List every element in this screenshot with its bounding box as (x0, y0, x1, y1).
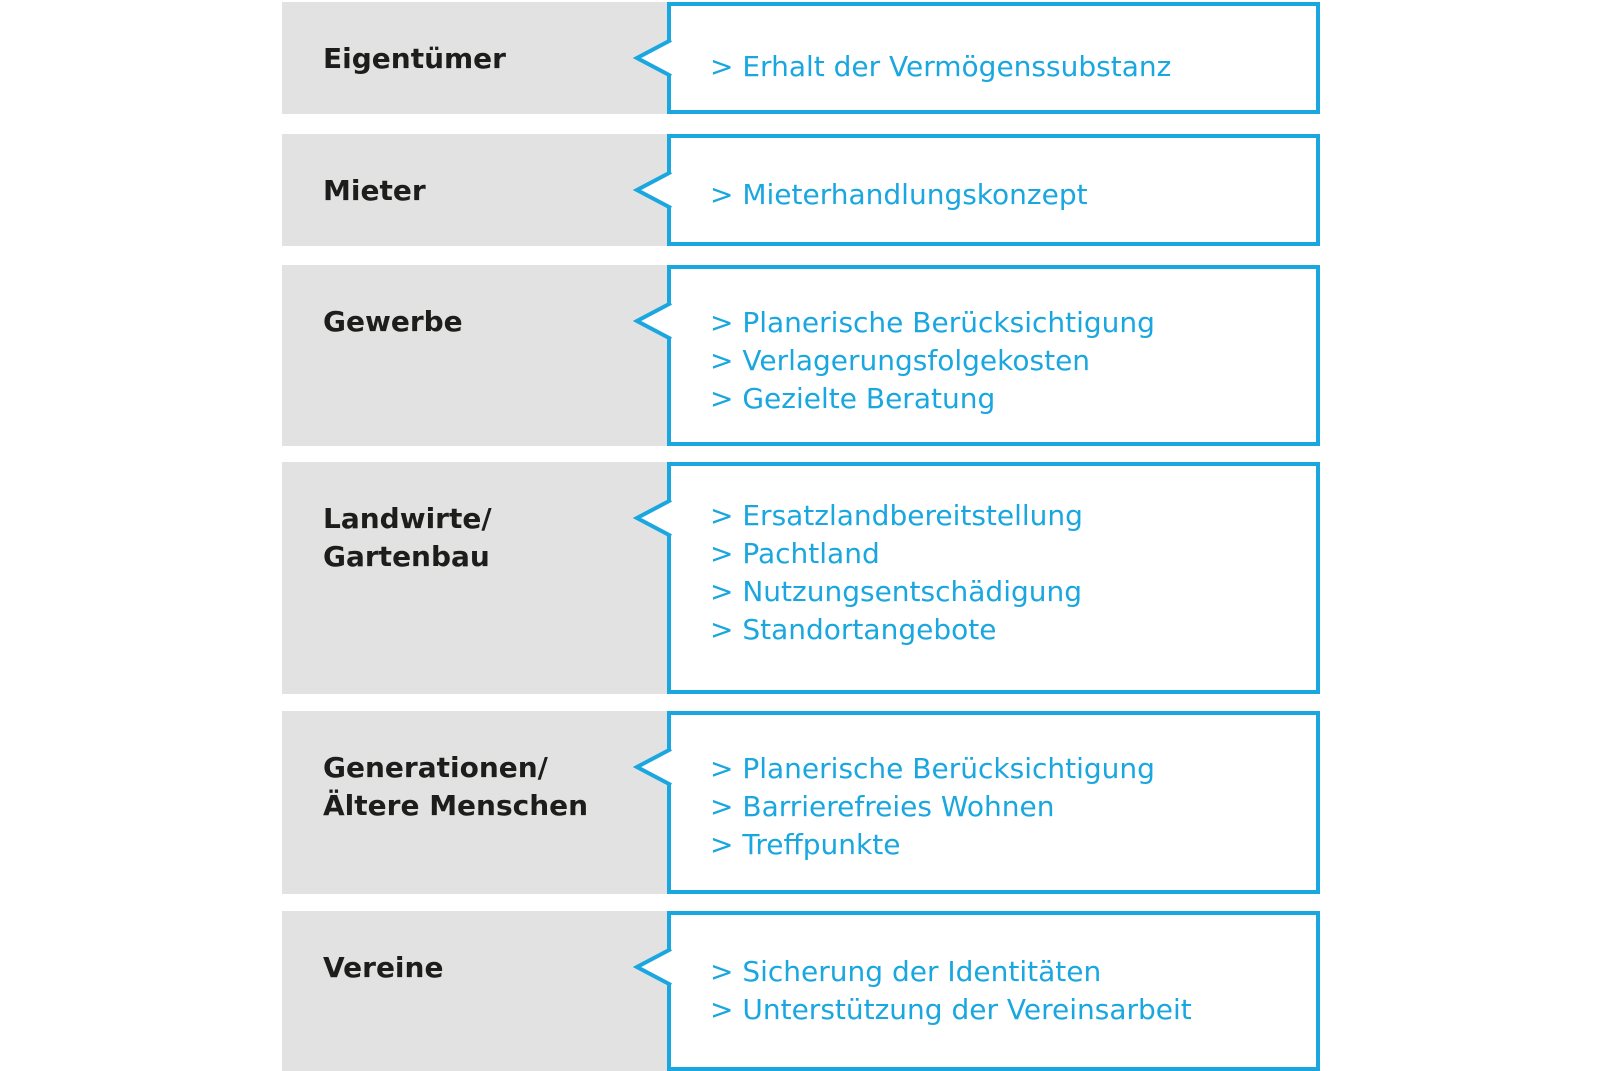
measures-box (667, 134, 1320, 246)
measure-item: > Mieterhandlungskonzept (710, 178, 1088, 211)
measure-item: > Sicherung der Identitäten (710, 955, 1102, 988)
stakeholder-label: Generationen/ Ältere Menschen (323, 751, 589, 822)
measure-item: > Pachtland (710, 537, 880, 570)
stakeholder-label-box (282, 711, 674, 894)
pointer-arrow (634, 949, 674, 985)
stakeholder-label: Mieter (323, 174, 426, 207)
stakeholder-row-gewerbe (282, 265, 1322, 446)
stakeholder-row-mieter (282, 134, 1322, 246)
measure-item: > Unterstützung der Vereinsarbeit (710, 993, 1192, 1026)
pointer-arrow (634, 303, 674, 339)
measures-box (667, 2, 1320, 114)
stakeholder-label: Vereine (323, 951, 444, 984)
stakeholder-row-landwirte (282, 462, 1322, 694)
stakeholder-label-box (282, 462, 674, 694)
stakeholder-label-box (282, 2, 674, 114)
measures-box (667, 265, 1320, 446)
pointer-arrow (634, 40, 674, 76)
measure-item: > Planerische Berücksichtigung (710, 306, 1155, 339)
measure-item: > Gezielte Beratung (710, 382, 996, 415)
stakeholder-label-box (282, 134, 674, 246)
measures-list (710, 497, 1083, 649)
measures-list (710, 953, 1192, 1029)
measures-list (710, 48, 1171, 86)
stakeholder-label-box (282, 265, 674, 446)
pointer-arrow (634, 749, 674, 785)
measures-box (667, 462, 1320, 694)
measures-list (710, 176, 1088, 214)
stakeholder-label: Landwirte/ Gartenbau (323, 502, 492, 573)
pointer-arrow (634, 172, 674, 208)
stakeholder-row-vereine (282, 911, 1322, 1071)
stakeholder-label: Gewerbe (323, 305, 463, 338)
measure-item: > Erhalt der Vermögenssubstanz (710, 50, 1172, 83)
pointer-arrow (634, 500, 674, 536)
measure-item: > Ersatzlandbereitstellung (710, 499, 1083, 532)
measures-list (710, 304, 1155, 418)
measure-item: > Nutzungsentschädigung (710, 575, 1083, 608)
measures-box (667, 711, 1320, 894)
stakeholder-label: Eigentümer (323, 42, 506, 75)
stakeholder-row-eigentuemer (282, 2, 1322, 114)
measures-list (710, 750, 1155, 864)
measure-item: > Verlagerungsfolgekosten (710, 344, 1091, 377)
measure-item: > Standortangebote (710, 613, 997, 646)
measure-item: > Treffpunkte (710, 828, 901, 861)
stakeholder-row-generationen (282, 711, 1322, 894)
measure-item: > Barrierefreies Wohnen (710, 790, 1055, 823)
measure-item: > Planerische Berücksichtigung (710, 752, 1155, 785)
measures-box (667, 911, 1320, 1071)
stakeholder-label-box (282, 911, 674, 1071)
